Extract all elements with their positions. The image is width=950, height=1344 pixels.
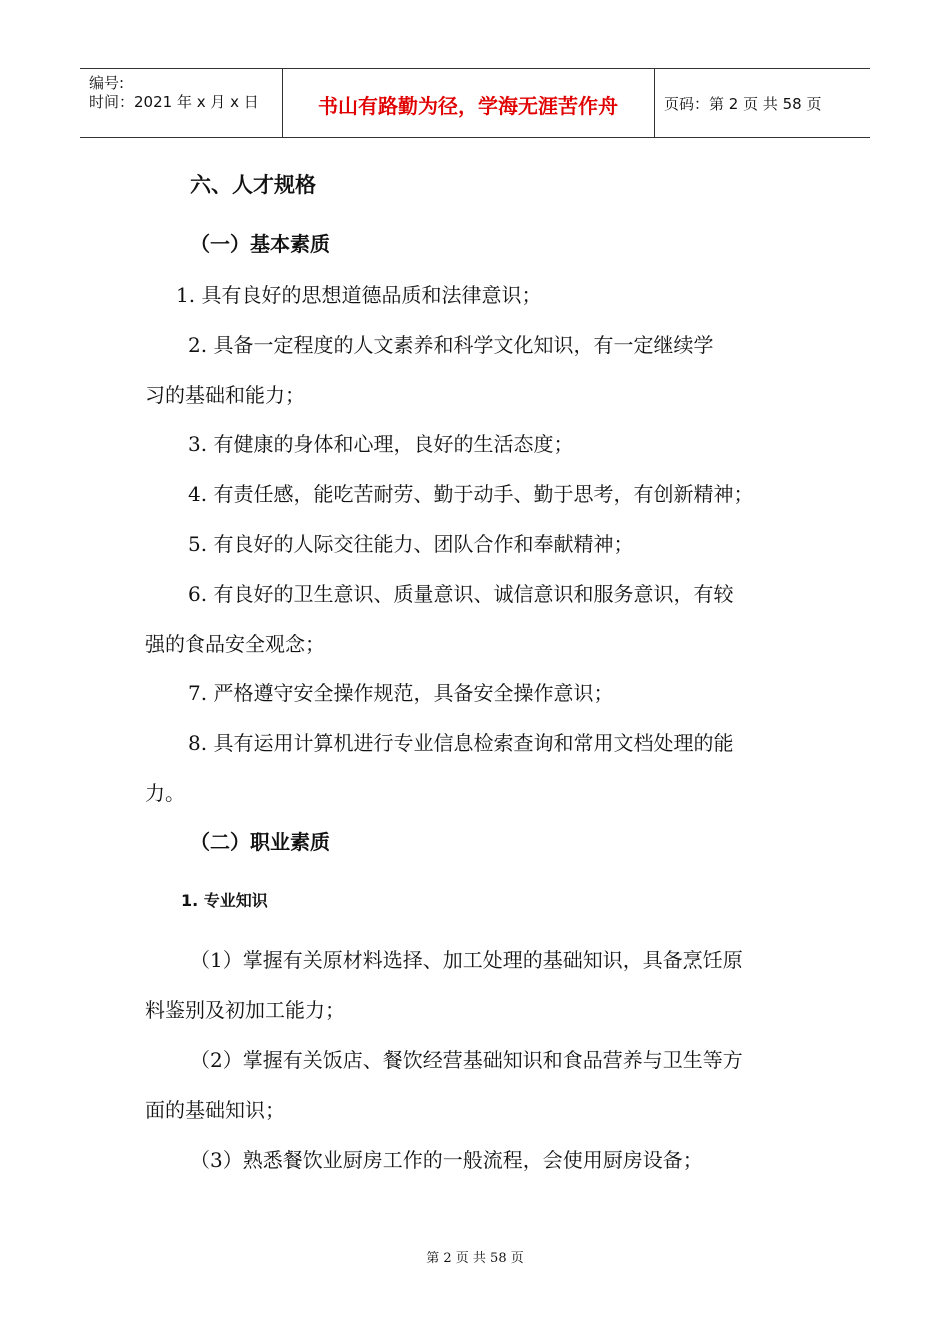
- document-number-label: 编号:: [89, 74, 125, 92]
- basic-item-2-line1: 2. 具备一定程度的人文素养和科学文化知识，有一定继续学: [188, 333, 714, 357]
- basic-item-7: 7. 严格遵守安全操作规范，具备安全操作意识；: [188, 681, 614, 705]
- knowledge-item-1-line2: 料鉴别及初加工能力；: [145, 998, 345, 1022]
- motto-text: 书山有路勤为径，学海无涯苦作舟: [318, 94, 618, 118]
- basic-item-2-line2: 习的基础和能力；: [145, 383, 305, 407]
- page-footer: 第 2 页 共 58 页: [426, 1251, 524, 1266]
- subsection-title-professional: （二）职业素质: [190, 830, 330, 854]
- basic-item-5: 5. 有良好的人际交往能力、团队合作和奉献精神；: [188, 532, 634, 556]
- basic-item-3: 3. 有健康的身体和心理，良好的生活态度；: [188, 432, 574, 456]
- basic-item-6-line1: 6. 有良好的卫生意识、质量意识、诚信意识和服务意识，有较: [188, 582, 734, 606]
- basic-item-1: 1. 具有良好的思想道德品质和法律意识；: [176, 283, 542, 307]
- header-meta-cell: [80, 69, 283, 137]
- document-date-label: 时间：2021 年 x 月 x 日: [89, 93, 259, 111]
- knowledge-item-2-line2: 面的基础知识；: [145, 1098, 285, 1122]
- basic-item-4: 4. 有责任感，能吃苦耐劳、勤于动手、勤于思考，有创新精神；: [188, 482, 754, 506]
- subsubsection-title-knowledge: 1. 专业知识: [181, 891, 268, 910]
- document-header: [80, 68, 870, 138]
- header-page-cell: [655, 69, 870, 137]
- basic-item-8-line1: 8. 具有运用计算机进行专业信息检索查询和常用文档处理的能: [188, 731, 734, 755]
- section-title: 六、人才规格: [190, 173, 316, 197]
- basic-item-6-line2: 强的食品安全观念；: [145, 632, 325, 656]
- header-page-info: 页码：第 2 页 共 58 页: [664, 95, 822, 113]
- basic-item-8-line2: 力。: [145, 781, 185, 805]
- knowledge-item-1-line1: （1）掌握有关原材料选择、加工处理的基础知识，具备烹饪原: [190, 948, 743, 972]
- subsection-title-basic: （一）基本素质: [190, 232, 330, 256]
- header-motto-cell: [282, 69, 655, 137]
- knowledge-item-3: （3）熟悉餐饮业厨房工作的一般流程，会使用厨房设备；: [190, 1148, 703, 1172]
- knowledge-item-2-line1: （2）掌握有关饭店、餐饮经营基础知识和食品营养与卫生等方: [190, 1048, 743, 1072]
